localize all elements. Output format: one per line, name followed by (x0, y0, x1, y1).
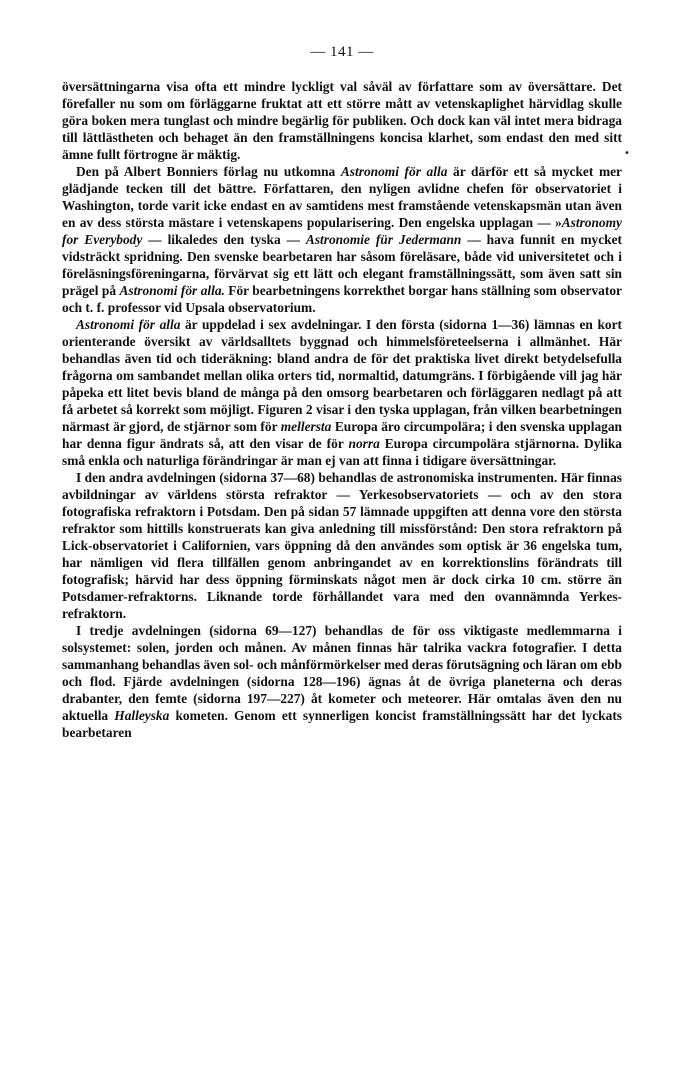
page-number: — 141 — (310, 44, 374, 60)
emphasis-mellersta: mellersta (280, 419, 332, 434)
paragraph-4 (62, 469, 622, 622)
paragraph-3-text-b: Europa äro circumpolära; i den svenska upplagan har denna figur ändrats så, att den visar de för (62, 419, 622, 451)
paragraph-2-text-a: Den på Albert Bonniers förlag nu utkomna (76, 164, 341, 179)
paragraph-3-text-a: är uppdelad i sex avdelningar. I den första (sidorna 1—36) lämnas en kort orienterande översikt av världsalltets byggnad och himmelsföreteelserna i allmänhet. Här behandlas även tid och tideräkning: bland andra de för det praktiska livet direkt betydelsefulla frågorna om sambandet mellan olika orters tid, normaltid, datumgräns. I förbigående vill jag här påpeka ett litet bevis bland de många på den omsorg bearbetaren och förläggaren nedlagt på att få arbetet så korrekt som möjligt. Figuren 2 visar i den tyska upplagan, från vilken bearbetningen närmast är gjord, de stjärnor som för (62, 317, 622, 434)
paragraph-2 (62, 163, 622, 316)
paragraph-3 (62, 316, 622, 469)
paragraph-3-text-c: Europa circumpolära stjärnorna. Dylika små enkla och naturliga förändringar är man ej van att finna i tidigare översättningar. (62, 436, 622, 468)
book-title-astronomie-fur-jedermann: Astronomie für Jedermann (305, 232, 462, 247)
body-text (62, 78, 622, 741)
book-title-astronomi-for-alla-2: Astronomi för alla. (119, 283, 225, 298)
emphasis-norra: norra (348, 436, 380, 451)
paragraph-2-text-b: är därför ett så mycket mer glädjande tecken till det bättre. Författaren, den nyligen avlidne chefen för observatoriet i Washington, torde varit icke endast en av samtidens mest framstående vetenskapsmän utan även en av dess största mästare i vetenskapens popularisering. Den engelska upplagan — » (62, 164, 622, 230)
paragraph-1-text: översättningarna visa ofta ett mindre lyckligt val såväl av författare som av översättare. Det förefaller nu som om förläggarne fruktat att ett större mått av vetenskaplighet härvidlag skulle göra boken mera tunglast och mindre begärlig för publiken. Och dock kan väl intet mera bidraga till lättlästheten och behaget än den framställningens koncisa klarhet, som endast den med sitt ämne fullt förtrogne är mäktig. (62, 79, 622, 162)
margin-mark: • (624, 148, 630, 159)
paragraph-2-text-c: — likaledes den tyska — (142, 232, 306, 247)
paragraph-5 (62, 622, 622, 741)
emphasis-halleyska: Halleyska (114, 708, 170, 723)
paragraph-2-text-e: För bearbetningens korrekthet borgar hans ställning som observator och t. f. professor vid Upsala observatorium. (62, 283, 622, 315)
paragraph-5-text-a: I tredje avdelningen (sidorna 69—127) behandlas de för oss viktigaste medlemmarna i solsystemet: solen, jorden och månen. Av månen finnas här talrika vackra fotografier. I detta sammanhang behandlas även sol- och månförmörkelser med deras förutsägning och läran om ebb och flod. Fjärde avdelningen (sidorna 128—196) ägnas åt de övriga planeterna och deras drabanter, den femte (sidorna 197—227) åt kometer och meteorer. Här omtalas även den nu aktuella (62, 623, 622, 723)
paragraph-2-text-d: — hava funnit en mycket vidsträckt spridning. Den svenske bearbetaren har såsom föreläsare, både vid universitetet och i föreläsningsföreningarna, förvärvat sig ett lätt och elegant framställningssätt, som även satt sin prägel på (62, 232, 623, 298)
book-title-astronomi-for-alla-3: Astronomi för alla (76, 317, 181, 332)
book-title-astronomi-for-alla: Astronomi för alla (340, 164, 448, 179)
book-title-astronomy-for-everybody: Astronomy for Everybody (62, 215, 622, 247)
book-page (62, 44, 622, 741)
paragraph-1 (62, 78, 622, 163)
paragraph-5-text-b: kometen. Genom ett synnerligen koncist framställningssätt har det lyckats bearbetaren (62, 708, 622, 740)
paragraph-4-text: I den andra avdelningen (sidorna 37—68) behandlas de astronomiska instrumenten. Här finnas avbildningar av världens största refraktor — Yerkesobservatoriets — och av den stora fotografiska refraktorn i Potsdam. Den på sidan 57 lämnade uppgiften att denna vore den största refraktor som hittills konstruerats kan giva anledning till missförstånd: Den stora refraktorn på Lick-observatoriet i Californien, vars öppning då den användes som optisk är 36 engelska tum, har nämligen vid flera tillfällen genom anbringandet av en korrektionslins förändrats till fotografisk; härvid har dess öppning förminskats något men är dock cirka 10 cm. större än Potsdamer-refraktorns. Liknande torde förhållandet vara med den ovannämnda Yerkes-refraktorn. (62, 470, 622, 621)
